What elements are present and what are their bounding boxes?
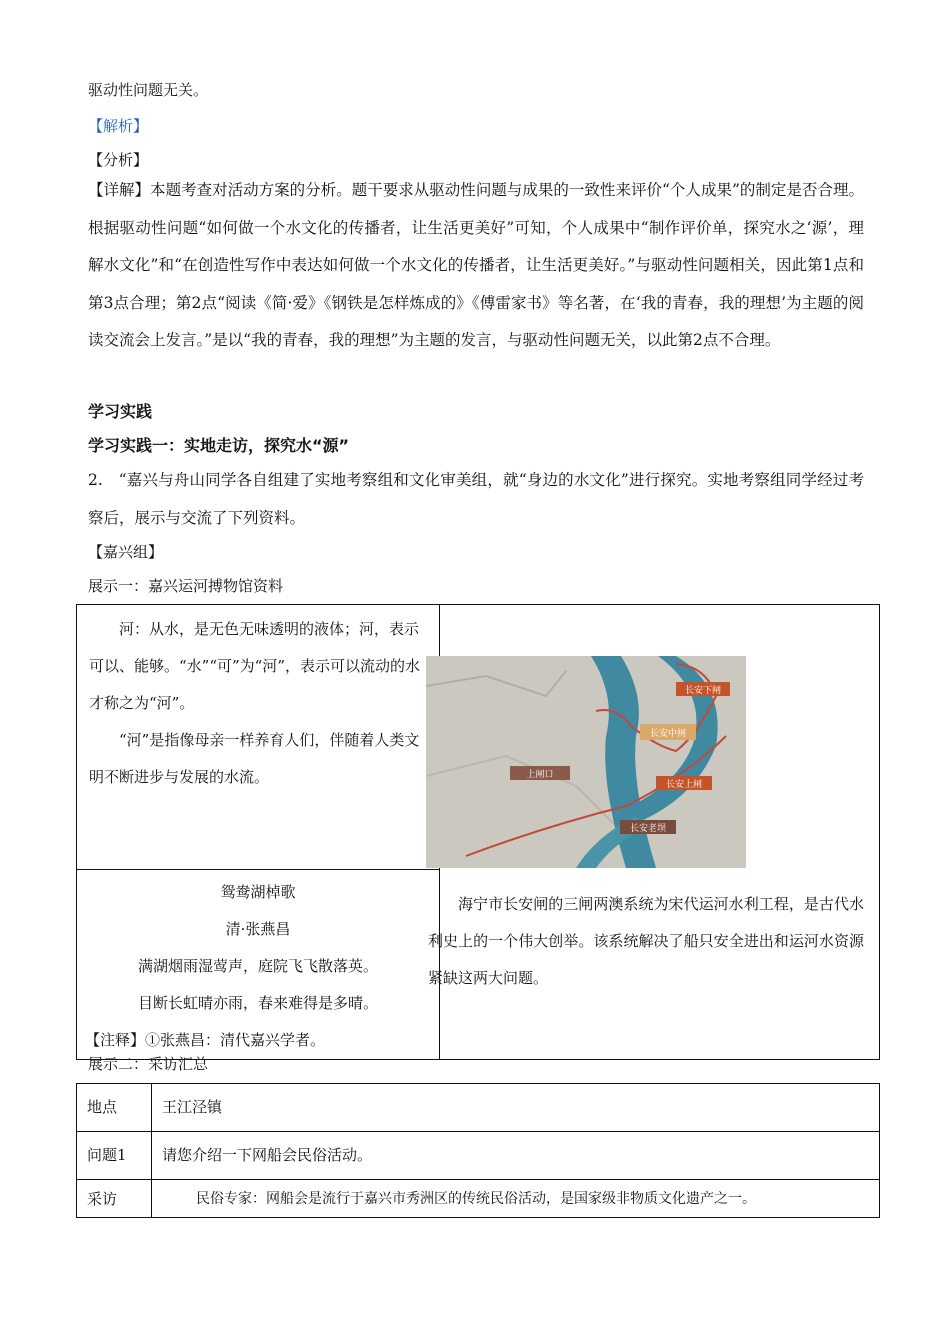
- text-line: 驱动性问题无关。: [88, 81, 209, 99]
- canal-map-image: [426, 656, 746, 868]
- interview-table: [76, 1083, 880, 1218]
- interview-label: 问题1: [77, 1132, 152, 1180]
- poem-cell: [77, 870, 440, 1060]
- poem-line: 满湖烟雨湿莺声，庭院飞飞散落英。: [137, 957, 378, 975]
- fenxi-label: 【分析】: [88, 151, 149, 169]
- poem-note: 【注释】①张燕昌：清代嘉兴学者。: [85, 1031, 326, 1049]
- map-label-text: 长安上闸: [665, 780, 703, 790]
- canal-map-graphic: [426, 656, 746, 868]
- map-caption: 海宁市长安闸的三闸两澳系统为宋代运河水利工程，是古代水利史上的一个伟大创举。该系统解决了船只安全进出和运河水资源紧缺这两大问题。: [428, 895, 864, 987]
- interview-value: 请您介绍一下网船会民俗活动。: [152, 1132, 880, 1180]
- map-label-text: 长安中闸: [649, 729, 687, 739]
- detail-paragraph: 【详解】本题考查对活动方案的分析。题干要求从驱动性问题与成果的一致性来评价“个人成果”的制定是否合理。根据驱动性问题“如何做一个水文化的传播者，让生活更美好”可知，个人成果中“制作评价单，探究水之‘源’，理解水文化”和“在创造性写作中表达如何做一个水文化的传播者，让生活更美好。”与驱动性问题相关，因此第1点和第3点合理；第2点“阅读《简·爱》《钢铁是怎样炼成的》《傅雷家书》等名著，在‘我的青春，我的理想’为主题的阅读交流会上发言。”是以“我的青春，我的理想”为主题的发言，与驱动性问题无关，以此第2点不合理。: [88, 181, 864, 349]
- river-definition: 河：从水，是无色无味透明的液体；河，表示可以、能够。“水”“可”为“河”，表示可以流动的水才称之为“河”。: [89, 620, 421, 712]
- river-definition-cell: [77, 605, 440, 870]
- poem-line: 目断长虹晴亦雨，春来难得是多晴。: [137, 994, 378, 1012]
- interview-label: 地点: [77, 1084, 152, 1132]
- group-label: 【嘉兴组】: [88, 543, 164, 561]
- section-heading: 学习实践: [88, 402, 153, 421]
- interview-value: 民俗专家：网船会是流行于嘉兴市秀洲区的传统民俗活动，是国家级非物质文化遗产之一。: [152, 1180, 880, 1218]
- interview-label: 采访: [77, 1180, 152, 1218]
- interview-value: 王江泾镇: [152, 1084, 880, 1132]
- exhibit-1-label: 展示一：嘉兴运河搏物馆资料: [88, 577, 284, 595]
- map-label-text: 长安下闸: [684, 686, 722, 696]
- subsection-heading: 学习实践一：实地走访，探究水“源”: [88, 436, 350, 455]
- question-2: 2. “嘉兴与舟山同学各自组建了实地考察组和文化审美组，就“身边的水文化”进行探究。实地考察组同学经过考察后，展示与交流了下列资料。: [88, 471, 864, 527]
- river-meaning: “河”是指像母亲一样养育人们，伴随着人类文明不断进步与发展的水流。: [89, 731, 420, 786]
- map-label-text: 上闸口: [526, 770, 554, 780]
- map-label-text: 长安老坝: [629, 824, 667, 834]
- poem-title: 鸳鸯湖棹歌: [220, 883, 296, 901]
- poem-author: 清·张燕昌: [225, 920, 291, 938]
- jiexi-label: 【解析】: [88, 117, 149, 135]
- exhibit-2-label: 展示二：采访汇总: [88, 1055, 209, 1073]
